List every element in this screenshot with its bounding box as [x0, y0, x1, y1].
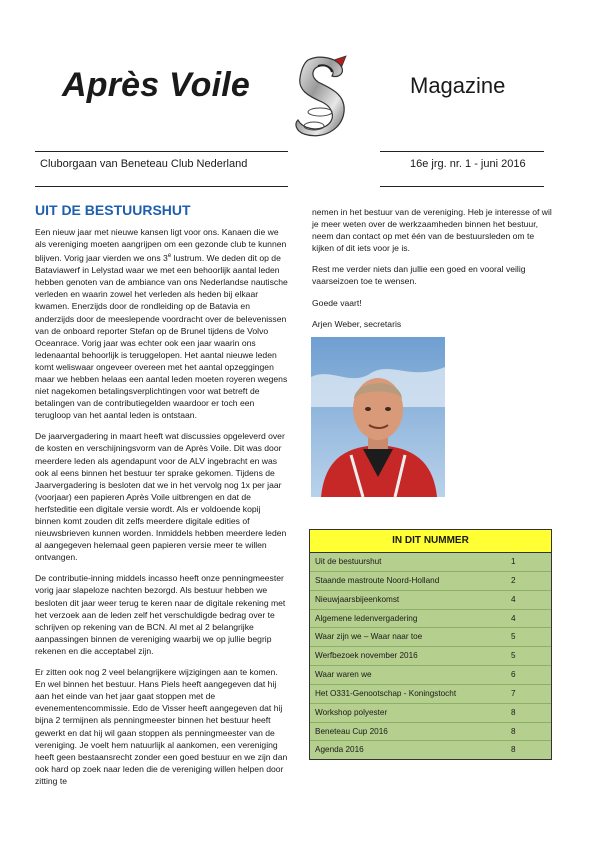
- article-paragraph: De contributie-inning middels incasso heeft onze penningmeester vorig jaar slapeloze nachten bezorgd. Als bestuur hebben we besloten dit jaar weer terug te keren naar de digitale rekening met het verzoek aan de leden zelf het verschuldigde bedrag over te schrijven op rekening van de BCN. Al met al 2 belangrijke aanpassingen binnen de vereniging waarbij we op jullie begrip rekenen en die acceptabel zijn.: [35, 573, 286, 656]
- toc-item-page: 4: [511, 613, 516, 623]
- toc-item-label: Werfbezoek november 2016: [315, 651, 418, 661]
- toc-item-label: Waar zijn we – Waar naar toe: [315, 632, 423, 642]
- toc-item-label: Waar waren we: [315, 670, 372, 680]
- article-heading: UIT DE BESTUURSHUT: [35, 202, 191, 218]
- toc-row[interactable]: [310, 741, 551, 759]
- toc-row[interactable]: [310, 647, 551, 666]
- toc-item-label: Algemene ledenvergadering: [315, 613, 418, 623]
- article-left-column: [35, 226, 288, 796]
- article-paragraph: Goede vaart!: [312, 297, 362, 308]
- toc-row[interactable]: [310, 610, 551, 629]
- toc-item-label: Staande mastroute Noord-Holland: [315, 575, 440, 585]
- issue-info: 16e jrg. nr. 1 - juni 2016: [410, 158, 526, 170]
- toc-row[interactable]: [310, 666, 551, 685]
- article-paragraph: Er zitten ook nog 2 veel belangrijkere wijzigingen aan te komen. En wel binnen het bestuur. Hans Piels heeft aangegeven dat hij aan het einde van het jaar gaat stoppen met de evenementencommissie. Edo de Visser heeft aangegeven dat hij bijna 2 termijnen als penningmeester binnen het bestuur heeft gewerkt en dat hij wil gaan stoppen als penningmeester van de vereniging. Je voelt hem natuurlijk al aankomen, een vereniging heeft geen bestaansrecht zonder een goed bestuur en we zijn dan ook hard op zoek naar leden die de vereniging willen helpen door zitting te: [35, 667, 288, 786]
- article-right-column: [312, 206, 552, 339]
- divider: [35, 151, 288, 152]
- portrait-photo: [311, 337, 445, 497]
- toc-item-label: Agenda 2016: [315, 745, 364, 755]
- club-subtitle: Cluborgaan van Beneteau Club Nederland: [40, 158, 248, 170]
- toc-row[interactable]: [310, 591, 551, 610]
- toc-item-label: Nieuwjaarsbijeenkomst: [315, 594, 400, 604]
- toc-item-label: Uit de bestuurshut: [315, 557, 382, 566]
- toc-item-page: 7: [511, 688, 516, 698]
- toc-row[interactable]: [310, 628, 551, 647]
- toc-item-label: Workshop polyester: [315, 707, 388, 717]
- article-paragraph: Rest me verder niets dan jullie een goed en vooral veilig vaarseizoen toe te wensen.: [312, 264, 526, 287]
- signature: Arjen Weber, secretaris: [312, 318, 402, 329]
- toc-item-page: 8: [511, 726, 516, 736]
- divider: [35, 186, 288, 187]
- toc-item-page: 5: [511, 632, 516, 642]
- toc-item-page: 6: [511, 670, 516, 680]
- toc-item-page: 8: [511, 745, 516, 755]
- toc-row[interactable]: [310, 723, 551, 742]
- divider: [380, 151, 544, 152]
- toc-item-page: 2: [511, 575, 516, 585]
- article-paragraph: Een nieuw jaar met nieuwe kansen ligt voor ons. Kanaen die we als vereniging moeten aangrijpen om een gezonde club te kunnen blijven. Vorig jaar vierden we ons 3e lustrum. We deden dit op de Bataviawerf in Lelystad waar we met een behoorlijk aantal leden hebben genoten van de ambiance van ons Nederlandse nautische verleden en waarin zowel het verleden als heden bij elkaar kwamen. Enerzijds door de rondleiding op de Batavia en anderzijds door de meeslepende voordracht over de belevenissen van de onboard reporter Stefan op de Brunel tijdens de Volvo Oceanrace. Vorig jaar was echter ook een jaar waarin ons ledenaantal behoorlijk is teruggelopen. Het aantal nieuwe leden komt weliswaar ongeveer overeen met het aantal opzeggingen maar we hebben helaas een aantal leden moeten royeren wegens niet nagekomen betalingsverplichtingen voor wat betreft de betalingen van de contributiegelden waardoor er toch een terugloop van het aantal leden is ontstaan.: [35, 227, 288, 421]
- club-logo-image: [290, 54, 350, 140]
- toc-row[interactable]: [310, 704, 551, 723]
- toc-row[interactable]: [310, 553, 551, 572]
- magazine-title: Après Voile: [62, 66, 251, 104]
- divider: [380, 186, 544, 187]
- toc-row[interactable]: [310, 572, 551, 591]
- toc-heading: IN DIT NUMMER: [310, 530, 551, 553]
- toc-item-label: Het O331-Genootschap - Koningstocht: [315, 688, 457, 698]
- toc-item-page: 5: [511, 651, 516, 661]
- table-of-contents: [309, 529, 552, 760]
- toc-row[interactable]: [310, 685, 551, 704]
- toc-item-page: 8: [511, 707, 516, 717]
- toc-item-page: 4: [511, 594, 516, 604]
- toc-item-page: 1: [511, 557, 516, 566]
- toc-item-label: Beneteau Cup 2016: [315, 726, 388, 736]
- article-paragraph: De jaarvergadering in maart heeft wat discussies opgeleverd over de kosten en verschijningsvorm van de Après Voile. Dit was door meerdere leden als agendapunt voor de ALV ingebracht en was ook al eens binnen het bestuur ter sprake gekomen. Tijdens de Jaarvergadering is besloten dat we in het vervolg nog 1x per jaar (voorjaar) een papieren Après Voile uitbrengen en dat de herfsteditie een digitale versie wordt. Als er voldoende kopij binnen komt zouden dit zelfs meerdere digitale edities of nieuwsbrieven kunnen worden. Inmiddels hebben meerdere leden al aangegeven helemaal geen papieren versie meer te willen ontvangen.: [35, 431, 287, 563]
- magazine-label: Magazine: [410, 73, 506, 98]
- article-paragraph: nemen in het bestuur van de vereniging. Heb je interesse of wil je meer weten over de werkzaamheden binnen het bestuur, neem dan contact op met één van de bestuursleden om te kijken of dit iets voor je is.: [312, 207, 552, 254]
